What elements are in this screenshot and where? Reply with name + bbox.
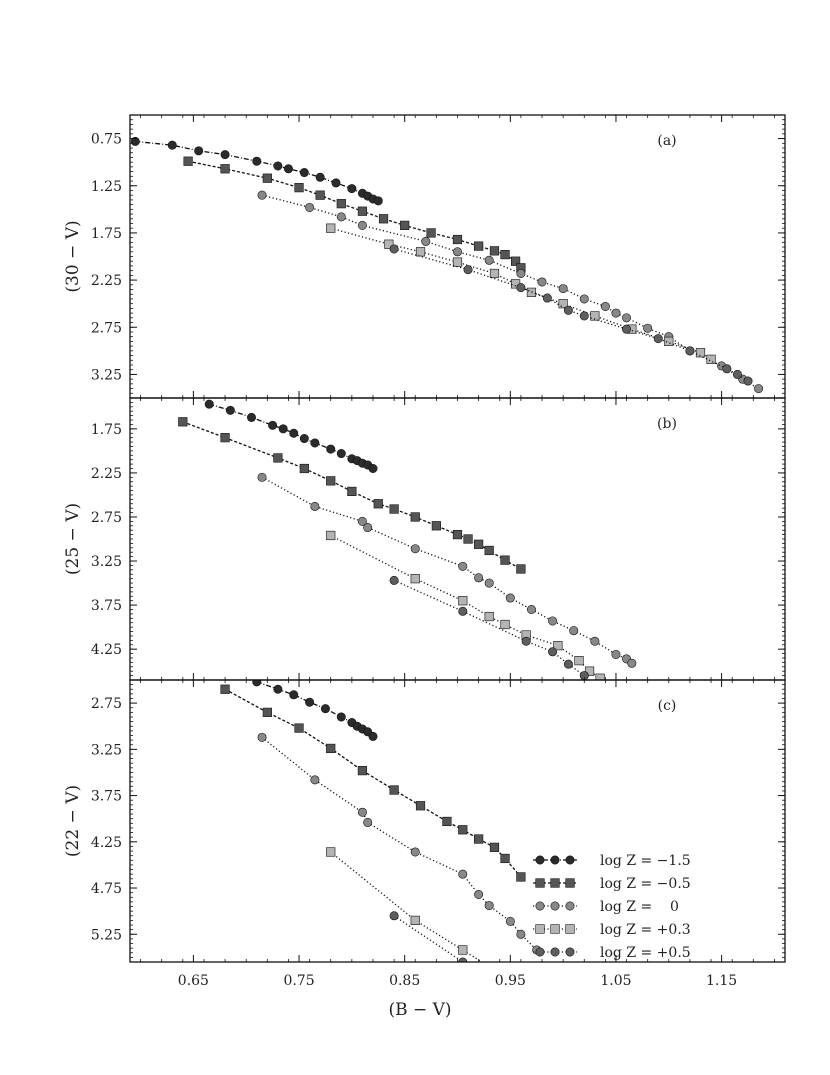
x-tick-label: 0.75 (283, 973, 315, 989)
series-m05-a (184, 157, 525, 272)
series-line-m05 (188, 161, 521, 268)
data-point (612, 650, 620, 658)
legend-marker (566, 948, 574, 956)
data-point (501, 854, 510, 863)
series-m05-c (221, 685, 525, 881)
series-line-m15 (135, 141, 378, 200)
data-point (348, 487, 357, 496)
data-point (506, 594, 514, 602)
data-point (517, 269, 525, 277)
data-point (390, 245, 398, 253)
data-point (358, 207, 367, 216)
data-point (622, 314, 630, 322)
y-axis-title-b: (25 − V) (63, 502, 83, 576)
data-point (400, 221, 409, 230)
series-line-p05 (394, 580, 584, 675)
data-point (279, 425, 287, 433)
series-line-m05 (225, 689, 521, 877)
legend-entry-p03 (533, 922, 691, 938)
legend-label: log Z = +0.5 (600, 945, 691, 961)
data-point (485, 962, 494, 971)
data-point (517, 930, 525, 938)
data-point (179, 417, 188, 426)
y-tick-label: 1.75 (90, 421, 122, 438)
data-point (337, 449, 345, 457)
panel-label-b: (b) (657, 416, 677, 432)
data-point (221, 150, 229, 158)
y-tick-label: 3.75 (90, 598, 122, 615)
data-point (517, 873, 526, 882)
data-point (411, 848, 419, 856)
data-point (290, 691, 298, 699)
data-point (305, 698, 313, 706)
legend-marker (536, 856, 544, 864)
data-point (580, 312, 588, 320)
data-point (501, 556, 510, 565)
data-point (548, 648, 556, 656)
y-axis-title-a: (30 − V) (63, 220, 83, 293)
data-point (575, 656, 584, 665)
plot-area-a (131, 137, 763, 393)
data-point (258, 191, 266, 199)
legend-marker (566, 856, 574, 864)
series-z0-b (258, 473, 636, 667)
series-m15-b (205, 400, 377, 473)
data-point (459, 562, 467, 570)
data-point (474, 574, 482, 582)
data-point (358, 221, 366, 229)
data-point (464, 535, 473, 544)
panel-frame-c (130, 680, 785, 962)
x-tick-label: 1.15 (706, 973, 738, 989)
data-point (337, 199, 346, 208)
data-point (501, 620, 510, 629)
x-axis-title: (B − V) (388, 1000, 452, 1020)
y-tick-label: 2.75 (90, 509, 122, 526)
legend-marker (551, 879, 560, 888)
data-point (221, 164, 230, 173)
data-point (490, 269, 499, 278)
data-point (564, 306, 572, 314)
data-point (474, 540, 483, 549)
legend-entry-m05 (533, 876, 691, 892)
data-point (548, 617, 556, 625)
y-tick-label: 2.75 (90, 696, 122, 713)
data-point (221, 685, 230, 694)
data-point (490, 247, 499, 256)
data-point (295, 183, 304, 192)
data-point (411, 513, 420, 522)
plot-area-c (221, 678, 541, 971)
data-point (300, 168, 308, 176)
data-point (527, 605, 535, 613)
data-point (485, 901, 493, 909)
y-tick-label: 4.25 (90, 642, 122, 659)
data-point (485, 579, 493, 587)
data-point (327, 445, 335, 453)
data-point (258, 733, 266, 741)
y-tick-label: 5.25 (90, 927, 122, 944)
y-tick-label: 4.25 (90, 834, 122, 851)
data-point (379, 214, 388, 223)
data-point (490, 843, 499, 852)
data-point (559, 284, 567, 292)
data-point (364, 523, 372, 531)
data-point (501, 250, 510, 259)
legend-label: log Z = +0.3 (600, 922, 691, 938)
y-tick-label: 3.75 (90, 788, 122, 805)
y-tick-label: 2.25 (90, 273, 122, 290)
series-p03-b (326, 531, 604, 682)
data-point (453, 248, 461, 256)
series-p05-b (390, 576, 589, 680)
data-point (326, 224, 335, 233)
legend-label: log Z = −0.5 (600, 876, 691, 892)
data-point (364, 818, 372, 826)
data-point (337, 713, 345, 721)
data-point (411, 544, 419, 552)
data-point (744, 377, 752, 385)
data-point (390, 912, 398, 920)
data-point (253, 678, 261, 686)
data-point (506, 917, 514, 925)
data-point (474, 890, 482, 898)
data-point (580, 295, 588, 303)
plot-area-b (179, 400, 636, 683)
data-point (290, 429, 298, 437)
x-tick-label: 1.05 (600, 973, 632, 989)
data-point (316, 173, 324, 181)
data-point (326, 848, 335, 857)
data-point (686, 347, 694, 355)
data-point (358, 808, 366, 816)
series-line-z0 (262, 195, 758, 388)
y-tick-label: 2.75 (90, 320, 122, 337)
x-axis (178, 973, 737, 1020)
panel-b (63, 398, 785, 683)
data-point (643, 324, 651, 332)
legend (533, 853, 691, 961)
data-point (274, 162, 282, 170)
data-point (295, 724, 304, 733)
data-point (459, 870, 467, 878)
data-point (326, 531, 335, 540)
data-point (416, 801, 425, 810)
data-point (453, 235, 462, 244)
data-point (390, 505, 399, 514)
data-point (538, 278, 546, 286)
data-point (474, 835, 483, 844)
data-point (754, 384, 762, 392)
y-tick-label: 3.25 (90, 367, 122, 384)
data-point (522, 637, 530, 645)
legend-marker (536, 879, 545, 888)
data-point (311, 502, 319, 510)
data-point (654, 334, 662, 342)
data-point (300, 464, 309, 473)
legend-marker (551, 856, 559, 864)
legend-label: log Z = 0 (600, 899, 679, 915)
legend-marker (566, 902, 574, 910)
data-point (221, 433, 230, 442)
series-p05-c (390, 912, 467, 967)
legend-marker (551, 902, 559, 910)
legend-label: log Z = −1.5 (600, 853, 691, 869)
data-point (253, 157, 261, 165)
data-point (422, 237, 430, 245)
legend-marker (566, 879, 575, 888)
series-p05-a (390, 245, 752, 385)
data-point (427, 229, 436, 238)
data-point (332, 179, 340, 187)
data-point (464, 266, 472, 274)
data-point (411, 916, 420, 925)
y-tick-label: 0.75 (90, 131, 122, 148)
data-point (601, 302, 609, 310)
data-point (459, 607, 467, 615)
panel-label-a: (a) (657, 133, 677, 149)
series-line-p03 (331, 536, 600, 679)
data-point (485, 612, 494, 621)
data-point (374, 499, 383, 508)
legend-entry-p05 (533, 945, 691, 961)
data-point (443, 817, 452, 826)
panel-a (63, 115, 785, 398)
data-point (707, 355, 716, 364)
data-point (432, 521, 441, 530)
data-point (485, 546, 494, 555)
data-point (300, 434, 308, 442)
legend-marker (536, 925, 545, 934)
data-point (358, 766, 367, 775)
data-point (485, 256, 493, 264)
series-m05-b (179, 417, 526, 573)
data-point (337, 213, 345, 221)
data-point (612, 309, 620, 317)
data-point (474, 242, 483, 251)
data-point (184, 157, 193, 166)
x-tick-label: 0.65 (177, 973, 209, 989)
data-point (311, 776, 319, 784)
legend-marker (551, 948, 559, 956)
data-point (416, 247, 425, 256)
y-tick-label: 4.75 (90, 881, 122, 898)
data-point (458, 946, 467, 955)
data-point (453, 258, 462, 267)
y-tick-label: 1.75 (90, 225, 122, 242)
data-point (316, 191, 325, 200)
data-point (268, 421, 276, 429)
legend-entry-z0 (533, 899, 679, 915)
data-point (390, 786, 399, 795)
y-tick-label: 1.25 (90, 178, 122, 195)
data-point (369, 732, 377, 740)
data-point (274, 685, 282, 693)
data-point (733, 370, 741, 378)
data-point (284, 165, 292, 173)
data-point (570, 626, 578, 634)
y-tick-label: 3.25 (90, 742, 122, 759)
y-tick-label: 3.25 (90, 554, 122, 571)
data-point (591, 637, 599, 645)
data-point (458, 825, 467, 834)
series-p03-c (326, 848, 493, 971)
data-point (543, 294, 551, 302)
legend-marker (536, 948, 544, 956)
data-point (194, 147, 202, 155)
data-point (390, 576, 398, 584)
data-point (258, 473, 266, 481)
x-tick-label: 0.95 (494, 973, 526, 989)
legend-marker (551, 925, 560, 934)
y-tick-label: 2.25 (90, 465, 122, 482)
data-point (305, 203, 313, 211)
data-point (596, 674, 605, 683)
panel-label-c: (c) (657, 698, 677, 714)
y-axis-title-c: (22 − V) (63, 784, 83, 858)
x-tick-label: 0.85 (389, 973, 421, 989)
data-point (263, 174, 272, 183)
data-point (311, 439, 319, 447)
series-z0-a (258, 191, 763, 393)
data-point (321, 704, 329, 712)
data-point (453, 530, 462, 539)
data-point (458, 596, 467, 605)
data-point (348, 184, 356, 192)
data-point (723, 365, 731, 373)
data-point (263, 708, 272, 717)
data-point (622, 325, 630, 333)
data-point (226, 406, 234, 414)
legend-marker (536, 902, 544, 910)
data-point (369, 464, 377, 472)
panels (63, 115, 785, 971)
data-point (168, 141, 176, 149)
series-m15-a (131, 137, 382, 205)
data-point (326, 477, 335, 486)
data-point (564, 660, 572, 668)
series-line-p05 (394, 249, 748, 381)
data-point (247, 413, 255, 421)
data-point (628, 659, 636, 667)
data-point (517, 565, 526, 574)
legend-entry-m15 (533, 853, 691, 869)
data-point (326, 744, 335, 753)
data-point (411, 574, 420, 583)
data-point (374, 197, 382, 205)
data-point (205, 400, 213, 408)
data-point (664, 337, 673, 346)
data-point (517, 283, 525, 291)
data-point (274, 454, 283, 463)
legend-marker (566, 925, 575, 934)
